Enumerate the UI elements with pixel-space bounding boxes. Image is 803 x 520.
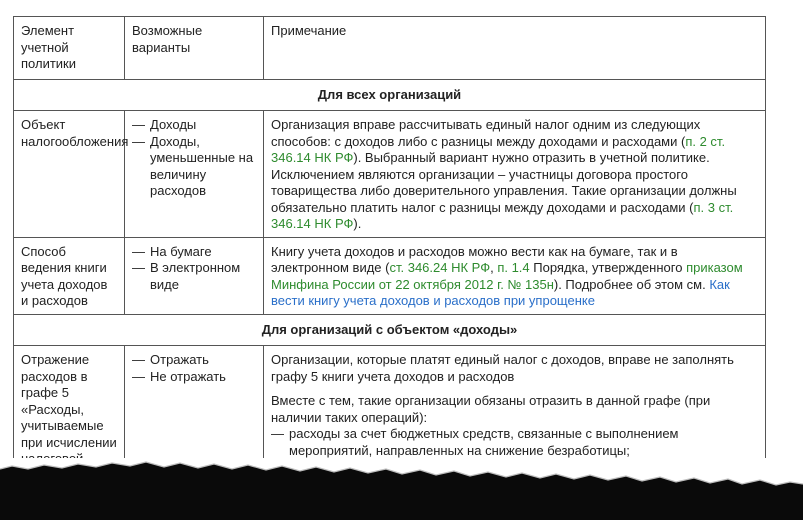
option-item: — В электронном виде [132,260,241,292]
bullet-item: — расходы за счет бюджетных средств, связанные с выполнением мероприятий, направленных на снижение безработицы; [271,426,679,458]
law-reference-link[interactable]: п. 2 ст. 346.14 НК РФ [271,133,726,165]
table-row [14,111,766,238]
options-cell [125,237,264,314]
element-cell: Объект налогообложения [14,111,125,238]
law-reference-link[interactable]: ст. 346.24 НК РФ [389,260,491,275]
section-title: Для всех организаций [14,79,766,111]
note-paragraph: Организации, которые платят единый налог с доходов, вправе не заполнять графу 5 книги учета доходов и расходов [271,352,734,384]
option-item: — На бумаге [132,243,212,259]
accounting-policy-table [13,16,766,520]
note-cell [264,237,766,314]
law-reference-link[interactable]: п. 1.4 [497,260,530,275]
section-row [14,79,766,111]
section-row [14,314,766,346]
header-note: Примечание [264,17,766,80]
header-options: Возможные варианты [125,17,264,80]
element-cell: Отражение расходов в графе 5 «Расходы, учитываемые при исчислении [14,346,125,520]
option-item: — Отражать [132,352,209,367]
option-item: — Доходы, уменьшенные на величину расходов [132,133,254,198]
table-header-row [14,17,766,80]
element-cell: Способ ведения книги учета доходов и расходов [14,237,125,314]
table-row [14,237,766,314]
header-element: Элемент учетной политики [14,17,125,80]
article-link[interactable]: Как вести книгу учета доходов и расходов при упрощенке [271,276,730,308]
option-item: — Доходы [132,117,197,132]
torn-paper-edge [0,458,803,520]
note-paragraph: Вместе с тем, такие организации обязаны отразить в данной графе (при наличии таких операций): — расходы за счет бюджетных средств, связанные с выполнением мероприятий, направленных на снижение безработицы; [271,393,758,492]
note-paragraph: Организация вправе рассчитывать единый налог одним из следующих способов: с доходов либо с разницы между доходами и расходами (п. 2 ст. 346.14 НК РФ). Выбранный вариант нужно отразить в учетной политике. Исключением являются организации – участницы договора простого товарищества либо доверительного управления. Такие организации должны обязательно платить налог с разницы между доходами и расходами (п. 3 ст. 346.14 НК РФ). [271,117,737,231]
note-paragraph: Книгу учета доходов и расходов можно вести как на бумаге, так и в электронном виде (ст. 346.24 НК РФ, п. 1.4 Порядка, утвержденного приказом Минфина России от 22 октября 2012 г. № 135н). Подробнее об этом см. Как вести книгу учета доходов и расходов при упрощенке [271,243,743,308]
options-cell [125,111,264,238]
note-cell [264,111,766,238]
law-reference-link[interactable]: приказом Минфина России от 22 октября 2012 г. № 135н [271,260,743,292]
section-title: Для организаций с объектом «доходы» [14,314,766,346]
law-reference-link[interactable]: п. 3 ст. 346.14 НК РФ [271,199,734,231]
option-item: — Не отражать [132,368,226,384]
